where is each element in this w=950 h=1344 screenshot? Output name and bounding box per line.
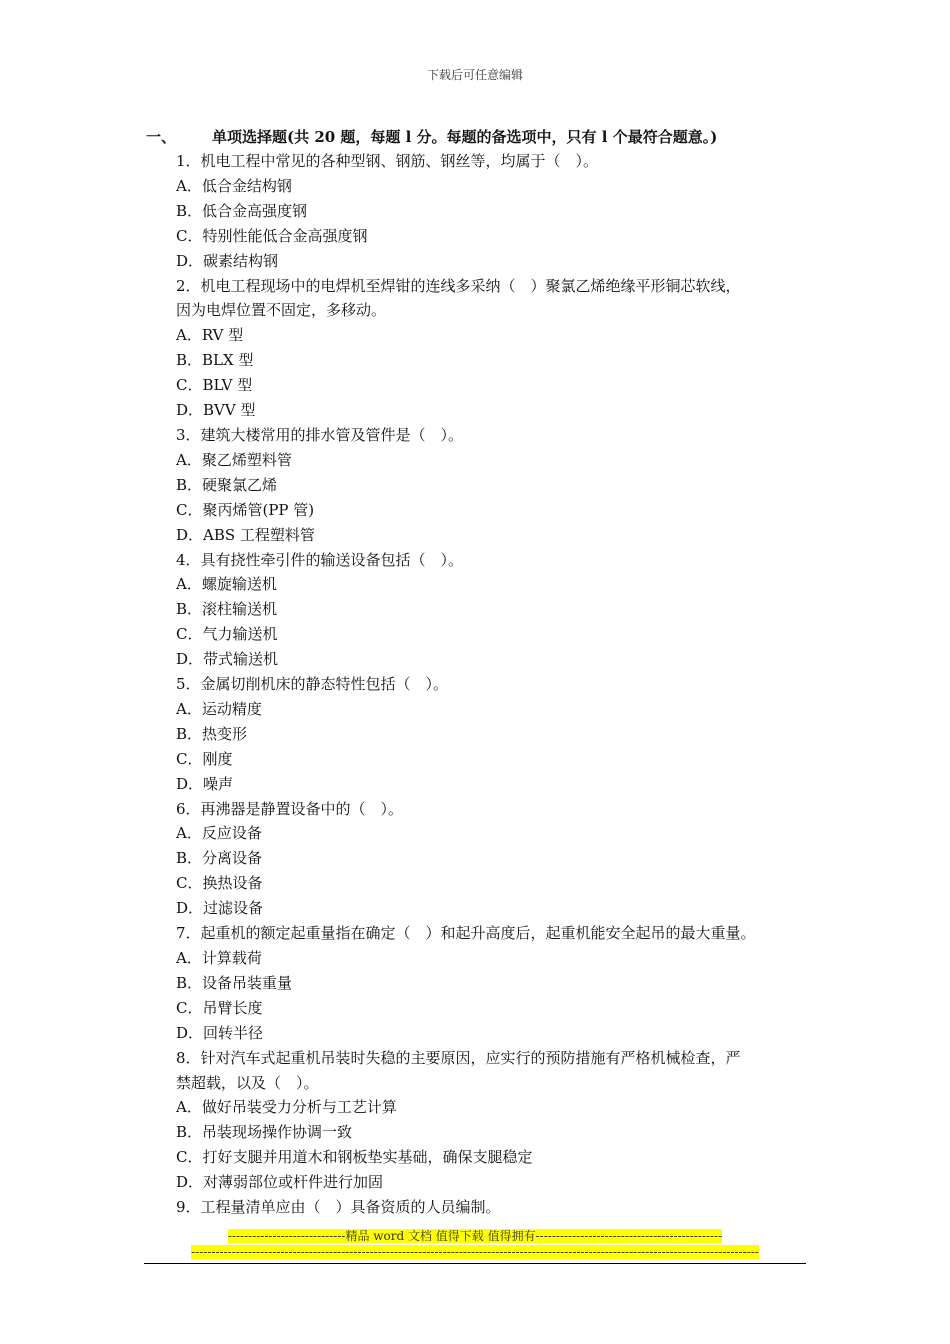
question-text: 7．起重机的额定起重量指在确定（ ）和起升高度后，起重机能安全起吊的最大重量。 [176, 924, 756, 943]
answer-option: C．BLV 型 [176, 376, 253, 395]
question-text: 6．再沸器是静置设备中的（ ）。 [176, 799, 404, 818]
question-text: 禁超载，以及（ ）。 [176, 1073, 319, 1092]
answer-option: C．气力输送机 [176, 625, 278, 644]
answer-option: D．噪声 [176, 774, 234, 793]
answer-option: A．螺旋输送机 [176, 575, 277, 594]
footer-banner [0, 1229, 950, 1244]
answer-option: A．计算载荷 [176, 949, 262, 967]
question-text: 5．金属切削机床的静态特性包括（ ）。 [176, 675, 449, 694]
answer-option: D．过滤设备 [176, 899, 264, 918]
question-text: 因为电焊位置不固定，多移动。 [176, 301, 387, 320]
answer-option: B．滚柱输送机 [176, 600, 278, 619]
question-text: 8．针对汽车式起重机吊装时失稳的主要原因，应实行的预防措施有严格机械检查，严 [176, 1048, 741, 1067]
footer-rule [144, 1263, 806, 1264]
answer-option: B．吊装现场操作协调一致 [176, 1123, 353, 1142]
footer-banner-text: -----------------------------精品 word 文档 值得下载 值得拥有---------------------------------------------- [227, 1229, 723, 1243]
answer-option: B．设备吊装重量 [176, 973, 293, 992]
answer-option: D．碳素结构钢 [176, 251, 279, 270]
answer-option: C．吊臂长度 [176, 998, 263, 1017]
answer-option: D．对薄弱部位或杆件进行加固 [176, 1173, 384, 1192]
page-header: 下载后可任意编辑 [426, 68, 523, 82]
answer-option: B．热变形 [176, 724, 248, 743]
answer-option: A．做好吊装受力分析与工艺计算 [176, 1098, 397, 1117]
answer-option: B．硬聚氯乙烯 [176, 475, 278, 494]
answer-option: B．分离设备 [176, 849, 263, 868]
answer-option: A．运动精度 [176, 699, 262, 718]
question-list [176, 149, 816, 1220]
answer-option: D．带式输送机 [176, 650, 279, 669]
answer-option: A．RV 型 [176, 326, 244, 345]
section-title: 单项选择题(共 20 题，每题 l 分。每题的备选项中，只有 l 个最符合题意。) [212, 128, 718, 146]
question-text: 1．机电工程中常见的各种型钢、钢筋、钢丝等，均属于（ ）。 [176, 152, 599, 170]
answer-option: C．聚丙烯管(PP 管) [176, 500, 315, 519]
answer-option: D．BVV 型 [176, 401, 256, 420]
answer-option: D．ABS 工程塑料管 [176, 525, 315, 544]
section-heading [146, 126, 717, 147]
answer-option: A．低合金结构钢 [176, 176, 292, 195]
answer-option: B．BLX 型 [176, 351, 254, 370]
question-text: 3．建筑大楼常用的排水管及管件是（ ）。 [176, 425, 464, 444]
answer-option: C．换热设备 [176, 874, 263, 893]
answer-option: C．特别性能低合金高强度钢 [176, 226, 368, 245]
answer-option: B．低合金高强度钢 [176, 201, 308, 220]
footer-banner-dashes [0, 1245, 950, 1260]
answer-option: A．反应设备 [176, 824, 262, 843]
footer-dashes-text: -------------------------------------------------------------------------------------------------------------------------------------------- [191, 1245, 759, 1259]
question-text: 4．具有挠性牵引件的输送设备包括（ ）。 [176, 550, 464, 569]
answer-option: A．聚乙烯塑料管 [176, 450, 292, 469]
answer-option: C．刚度 [176, 749, 233, 768]
answer-option: C．打好支腿并用道木和钢板垫实基础，确保支腿稳定 [176, 1148, 533, 1167]
answer-option: D．回转半径 [176, 1023, 264, 1042]
section-number: 一、 [146, 128, 177, 146]
question-text: 2．机电工程现场中的电焊机至焊钳的连线多采纳（ ）聚氯乙烯绝缘平形铜芯软线， [176, 276, 741, 295]
question-text: 9．工程量清单应由（ ）具备资质的人员编制。 [176, 1198, 501, 1217]
